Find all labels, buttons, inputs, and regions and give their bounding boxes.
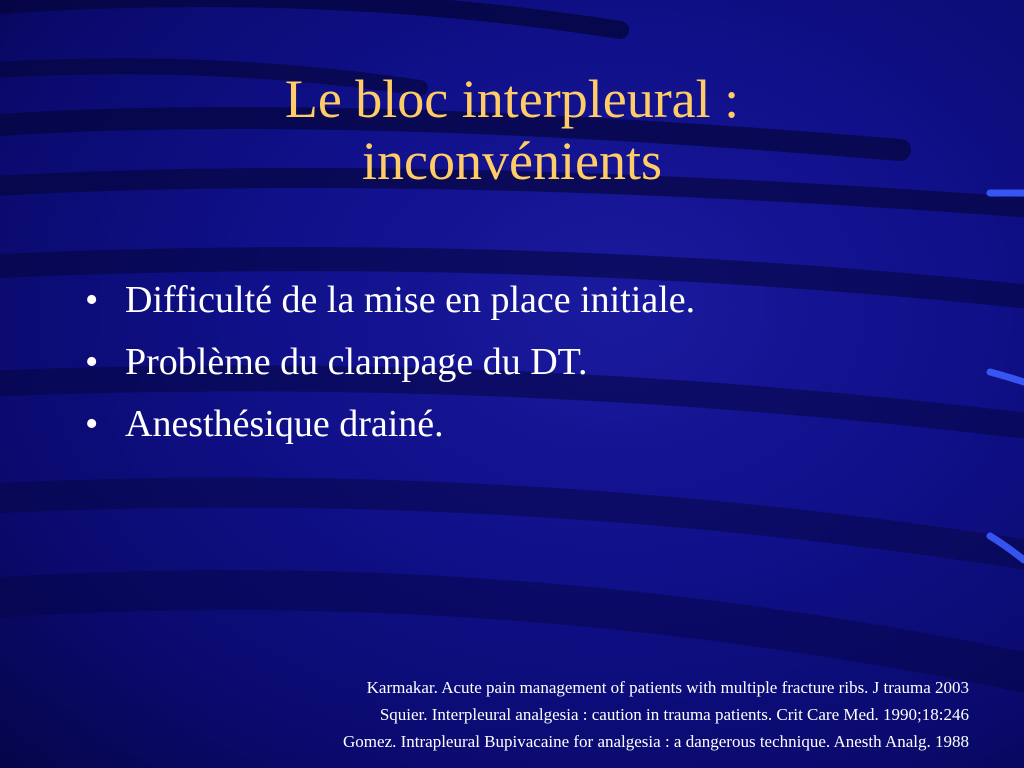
- accent-dash-2: [990, 372, 1024, 382]
- bullet-marker: •: [85, 279, 99, 321]
- reference-line: Gomez. Intrapleural Bupivacaine for analgesia : a dangerous technique. Anesth Analg. 1988: [343, 732, 969, 751]
- reference-line: Squier. Interpleural analgesia : caution in trauma patients. Crit Care Med. 1990;18:246: [379, 705, 969, 724]
- bullet-item: [85, 404, 695, 444]
- bullet-list: [85, 280, 695, 466]
- bullet-text: Problème du clampage du DT.: [125, 341, 588, 383]
- slide-title: [0, 68, 1024, 192]
- swoosh-7: [0, 493, 1024, 561]
- bullet-item: [85, 342, 695, 382]
- bullet-marker: •: [85, 403, 99, 445]
- bullet-item: [85, 280, 695, 320]
- title-line-2: inconvénients: [362, 131, 662, 191]
- title-line-1: Le bloc interpleural :: [284, 69, 740, 129]
- bullet-marker: •: [85, 341, 99, 383]
- swoosh-1: [0, 0, 620, 30]
- bullet-text: Anesthésique drainé.: [125, 403, 444, 445]
- references: [343, 674, 969, 755]
- bullet-text: Difficulté de la mise en place initiale.: [125, 279, 696, 321]
- swoosh-8: [0, 590, 1024, 680]
- reference-line: Karmakar. Acute pain management of patients with multiple fracture ribs. J trauma 2003: [366, 678, 969, 697]
